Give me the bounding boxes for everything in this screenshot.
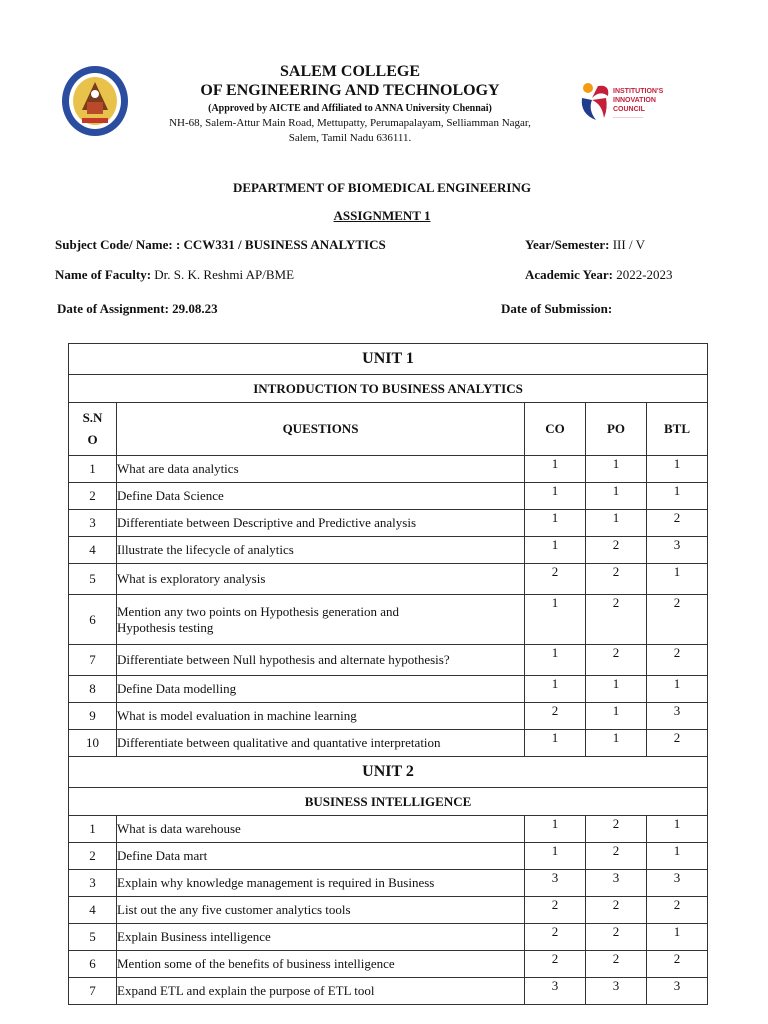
- approval-note: (Approved by AICTE and Affiliated to ANNA University Chennai): [208, 103, 492, 114]
- academic-value: 2022-2023: [612, 267, 673, 282]
- row-question: What is exploratory analysis: [117, 564, 525, 595]
- row-btl: 2: [647, 730, 708, 757]
- row-btl: 2: [647, 510, 708, 537]
- row-co: 1: [525, 456, 586, 483]
- row-sno: 3: [69, 870, 117, 897]
- faculty-info: [55, 267, 294, 283]
- row-co: 3: [525, 978, 586, 1005]
- address-line2: Salem, Tamil Nadu 636111.: [288, 132, 412, 144]
- row-btl: 1: [647, 843, 708, 870]
- row-co: 1: [525, 483, 586, 510]
- row-question-line2: Hypothesis testing: [117, 619, 214, 635]
- row-sno: 6: [69, 951, 117, 978]
- row-question: List out the any five customer analytics tools: [117, 897, 525, 924]
- row-po: 1: [586, 510, 647, 537]
- row-co: 2: [525, 924, 586, 951]
- table-row: [69, 843, 708, 870]
- row-co: 1: [525, 645, 586, 676]
- row-sno: 1: [69, 816, 117, 843]
- row-sno: 6: [69, 595, 117, 645]
- row-sno: 5: [69, 924, 117, 951]
- row-co: 1: [525, 730, 586, 757]
- row-btl: 3: [647, 537, 708, 564]
- row-question: Differentiate between Null hypothesis and alternate hypothesis?: [117, 645, 525, 676]
- college-seal-logo: [60, 64, 130, 138]
- table-row: [69, 816, 708, 843]
- row-po: 2: [586, 924, 647, 951]
- table-row: [69, 897, 708, 924]
- academic-label: Academic Year:: [525, 267, 613, 282]
- row-co: 1: [525, 510, 586, 537]
- row-co: 1: [525, 816, 586, 843]
- table-row: [69, 676, 708, 703]
- row-sno: 4: [69, 537, 117, 564]
- row-question: [117, 595, 525, 645]
- unit1-title: UNIT 1: [69, 344, 708, 375]
- department-title: DEPARTMENT OF BIOMEDICAL ENGINEERING: [233, 180, 531, 195]
- row-btl: 1: [647, 816, 708, 843]
- unit2-subtitle-row: [69, 788, 708, 816]
- row-po: 2: [586, 816, 647, 843]
- date-of-assignment: [57, 301, 218, 317]
- iic-logo-text: INSTITUTION'S INNOVATION COUNCIL: [613, 88, 664, 113]
- row-question: Differentiate between Descriptive and Predictive analysis: [117, 510, 525, 537]
- date-of-assignment-text: Date of Assignment: 29.08.23: [57, 301, 218, 316]
- year-value: III / V: [609, 237, 645, 252]
- row-btl: 2: [647, 897, 708, 924]
- address-line1: NH-68, Salem-Attur Main Road, Mettupatty, Perumapalayam, Selliamman Nagar,: [169, 117, 531, 129]
- row-co: 1: [525, 537, 586, 564]
- college-name-line2: OF ENGINEERING AND TECHNOLOGY: [200, 82, 500, 99]
- college-name-line1: SALEM COLLEGE: [279, 63, 421, 80]
- table-row: [69, 456, 708, 483]
- row-co: 1: [525, 595, 586, 645]
- row-sno: 5: [69, 564, 117, 595]
- row-sno: 2: [69, 483, 117, 510]
- row-btl: 1: [647, 456, 708, 483]
- row-question: Mention some of the benefits of business intelligence: [117, 951, 525, 978]
- unit2-title: UNIT 2: [69, 757, 708, 788]
- unit2-title-row: [69, 757, 708, 788]
- row-btl: 3: [647, 703, 708, 730]
- row-po: 1: [586, 703, 647, 730]
- year-label: Year/Semester:: [525, 237, 610, 252]
- row-po: 3: [586, 978, 647, 1005]
- row-sno: 1: [69, 456, 117, 483]
- col-header-co: CO: [525, 403, 586, 456]
- row-btl: 2: [647, 951, 708, 978]
- row-co: 2: [525, 951, 586, 978]
- row-question: Define Data modelling: [117, 676, 525, 703]
- row-sno: 4: [69, 897, 117, 924]
- row-po: 2: [586, 951, 647, 978]
- row-btl: 1: [647, 676, 708, 703]
- row-btl: 1: [647, 924, 708, 951]
- faculty-value: Dr. S. K. Reshmi AP/BME: [151, 267, 295, 282]
- row-co: 2: [525, 897, 586, 924]
- row-btl: 3: [647, 978, 708, 1005]
- table-row: [69, 564, 708, 595]
- unit2-subtitle: BUSINESS INTELLIGENCE: [69, 788, 708, 816]
- subject-info: [55, 237, 386, 253]
- row-po: 1: [586, 730, 647, 757]
- row-po: 1: [586, 676, 647, 703]
- col-header-po: PO: [586, 403, 647, 456]
- table-row: [69, 951, 708, 978]
- col-header-sno: [69, 403, 117, 456]
- row-question: What is data warehouse: [117, 816, 525, 843]
- row-co: 2: [525, 564, 586, 595]
- unit1-subtitle: INTRODUCTION TO BUSINESS ANALYTICS: [69, 375, 708, 403]
- row-btl: 2: [647, 595, 708, 645]
- row-question: Differentiate between qualitative and quantative interpretation: [117, 730, 525, 757]
- unit1-subtitle-row: [69, 375, 708, 403]
- row-question: What is model evaluation in machine learning: [117, 703, 525, 730]
- row-po: 2: [586, 564, 647, 595]
- table-row: [69, 978, 708, 1005]
- table-row: [69, 483, 708, 510]
- date-of-submission: [501, 301, 612, 317]
- table-row: [69, 645, 708, 676]
- col-header-questions: QUESTIONS: [117, 403, 525, 456]
- row-sno: 10: [69, 730, 117, 757]
- row-po: 1: [586, 456, 647, 483]
- row-question: Explain Business intelligence: [117, 924, 525, 951]
- subject-label: Subject Code/ Name: : CCW331 / BUSINESS ANALYTICS: [55, 237, 386, 252]
- row-question: Illustrate the lifecycle of analytics: [117, 537, 525, 564]
- row-question: Define Data mart: [117, 843, 525, 870]
- table-header-row: [69, 403, 708, 456]
- row-po: 2: [586, 645, 647, 676]
- questions-table: [68, 343, 708, 1005]
- row-po: 2: [586, 595, 647, 645]
- row-btl: 2: [647, 645, 708, 676]
- table-row: [69, 870, 708, 897]
- sno-header-line1: S.N: [82, 410, 103, 425]
- college-header: [140, 62, 560, 146]
- row-sno: 7: [69, 645, 117, 676]
- table-row: [69, 595, 708, 645]
- row-po: 3: [586, 870, 647, 897]
- row-question: Expand ETL and explain the purpose of ETL tool: [117, 978, 525, 1005]
- table-row: [69, 924, 708, 951]
- assignment-title: ASSIGNMENT 1: [333, 208, 431, 223]
- col-header-btl: BTL: [647, 403, 708, 456]
- table-row: [69, 510, 708, 537]
- row-po: 1: [586, 483, 647, 510]
- table-row: [69, 703, 708, 730]
- academic-year-info: [525, 267, 673, 283]
- row-sno: 2: [69, 843, 117, 870]
- row-question: What are data analytics: [117, 456, 525, 483]
- row-question-line1: Mention any two points on Hypothesis generation and: [117, 603, 399, 619]
- row-sno: 9: [69, 703, 117, 730]
- year-semester-info: [525, 237, 645, 253]
- iic-logo: [578, 80, 678, 124]
- row-co: 3: [525, 870, 586, 897]
- date-of-submission-text: Date of Submission:: [501, 301, 613, 316]
- sno-header-line2: O: [87, 432, 98, 447]
- unit1-title-row: [69, 344, 708, 375]
- row-btl: 1: [647, 564, 708, 595]
- row-question: Explain why knowledge management is required in Business: [117, 870, 525, 897]
- row-po: 2: [586, 537, 647, 564]
- row-po: 2: [586, 843, 647, 870]
- row-po: 2: [586, 897, 647, 924]
- row-question: Define Data Science: [117, 483, 525, 510]
- faculty-label: Name of Faculty:: [55, 267, 152, 282]
- row-co: 1: [525, 676, 586, 703]
- table-row: [69, 537, 708, 564]
- row-btl: 1: [647, 483, 708, 510]
- table-row: [69, 730, 708, 757]
- row-btl: 3: [647, 870, 708, 897]
- row-sno: 8: [69, 676, 117, 703]
- row-co: 1: [525, 843, 586, 870]
- row-sno: 7: [69, 978, 117, 1005]
- row-co: 2: [525, 703, 586, 730]
- row-sno: 3: [69, 510, 117, 537]
- iic-tagline: ~~~~~~~~~~~~~: [613, 115, 644, 120]
